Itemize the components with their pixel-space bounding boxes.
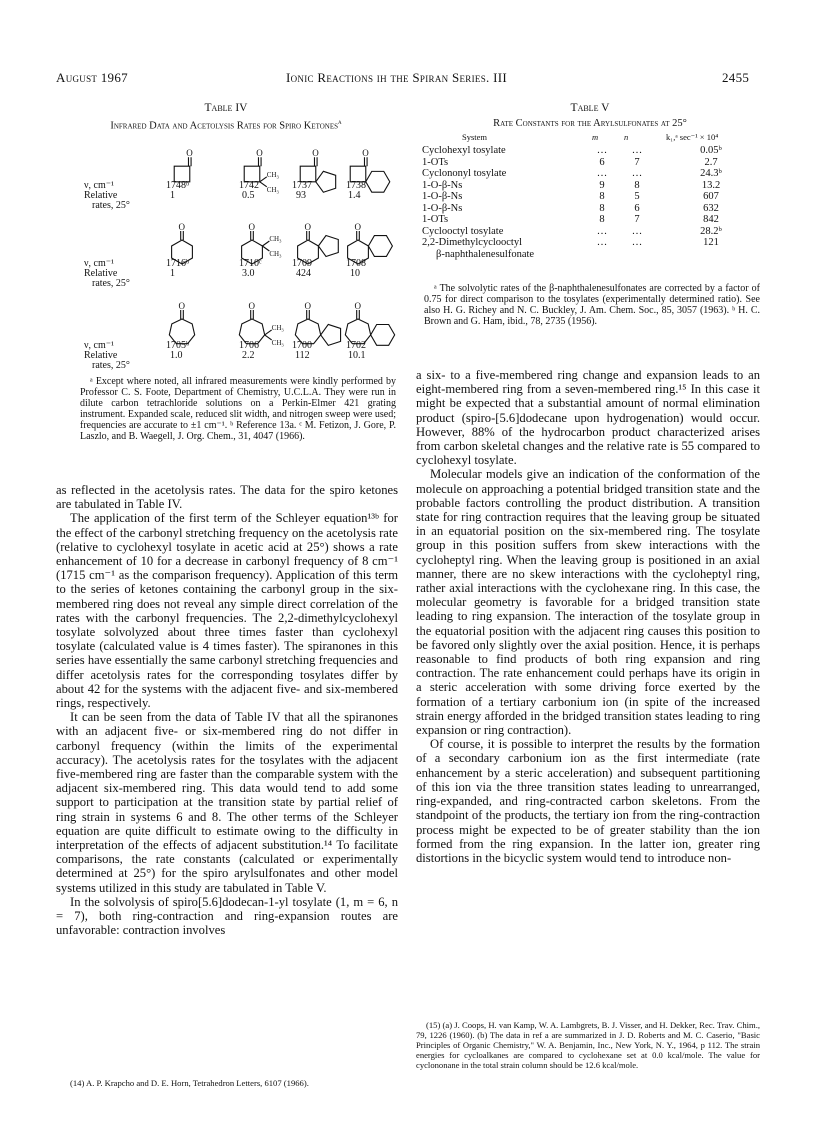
carbonyl-oxygen-label: O	[256, 148, 263, 159]
table5-cell: 24.3ᵇ	[700, 168, 722, 179]
table5-cell	[656, 249, 766, 261]
row-label-relative: Relative	[84, 190, 118, 201]
table5-row	[422, 145, 766, 157]
rel-value: 2.2	[242, 350, 255, 361]
table5-row	[422, 157, 766, 169]
col-header-n: n	[624, 132, 629, 142]
table5-cell: …	[631, 225, 643, 237]
row-label-rates: rates, 25°	[92, 200, 130, 211]
header-date: August 1967	[56, 70, 128, 85]
left-paragraph: as reflected in the acetolysis rates. The data for the spiro ketones are tabulated in Table IV.	[56, 483, 398, 512]
table5-row	[422, 191, 766, 203]
table5-cell: Cyclooctyl tosylate	[422, 225, 504, 237]
left-paragraph: In the solvolysis of spiro[5.6]dodecan-1-yl tosylate (1, m = 6, n = 7), both ring-contraction and ring-expansion routes are unfavorable: contraction involves	[56, 894, 398, 938]
table5-cell	[618, 249, 656, 261]
rel-value: 0.5	[242, 190, 255, 201]
table5-row	[422, 168, 766, 180]
rel-value: 424	[296, 268, 311, 279]
table5-cell: 121	[703, 237, 719, 248]
methyl-bond	[262, 241, 269, 246]
table5-cell: Cyclohexyl tosylate	[422, 145, 506, 156]
methyl-bond	[260, 182, 267, 187]
table5-cell: 2,2-Dimethylcyclooctyl	[422, 237, 523, 248]
nu-value: 1737	[292, 180, 312, 191]
spiro-adjacent-ring	[366, 171, 390, 192]
spiro-adjacent-ring	[371, 325, 395, 346]
table5-row	[422, 203, 766, 215]
left-paragraph: It can be seen from the data of Table IV that all the spiranones with an adjacent five- or six-membered ring do not differ in carbonyl frequency (within the limits of the experimental accuracy). The acetolysis rates for the tosylates with the adjacent five-membered ring are faster than the comparable system with the adjacent six-membered ring. This data would tend to add some support to participation at the transition state by partial relief of ring strain in systems 6 and 8. The other terms of the Schleyer equation are quite difficult to estimate owing to the difficulty in interpretation of the effects of adjacent substitution.¹⁴ To facilitate comparisons, the rate constants (calculated or experimentally determined at 25°) for the spiro arylsulfonates and other model systems utilized in this study are tabulated in Table V.	[56, 710, 398, 895]
table5-cell: …	[596, 237, 608, 248]
table5-cell: 8	[599, 202, 605, 214]
nu-value: 1716ᵇ	[166, 258, 190, 269]
row-label-nu: ν, cm⁻¹	[84, 258, 115, 269]
left-column	[56, 483, 398, 938]
table5-caption: Rate Constants for the Arylsulfonates at 25°	[493, 118, 687, 129]
table5-row	[422, 249, 766, 261]
rel-value: 112	[295, 350, 310, 361]
carbonyl-oxygen-label: O	[248, 301, 255, 311]
nu-value: 1709	[292, 258, 312, 269]
table5-row	[422, 226, 766, 238]
table5-cell: Cyclononyl tosylate	[422, 168, 507, 179]
table4-caption-text: Infrared Data and Acetolysis Rates for Spiro Ketones	[110, 120, 339, 132]
carbonyl-oxygen-label: O	[178, 301, 185, 311]
rel-value: 93	[296, 190, 306, 201]
table5-cell: 1-O-β-Ns	[422, 202, 463, 214]
spiro-adjacent-ring	[316, 171, 336, 192]
methyl-bond	[260, 177, 267, 182]
table5-cell: 0.05ᵇ	[700, 145, 722, 156]
footnote-14: (14) A. P. Krapcho and D. E. Horn, Tetrahedron Letters, 6107 (1966).	[70, 1078, 309, 1088]
table5-cell: 2.7	[704, 156, 718, 168]
methyl-label: CH₃	[271, 323, 284, 332]
table5-cell: 1-O-β-Ns	[422, 179, 463, 191]
table5-cell: 1-OTs	[422, 156, 449, 168]
spiro-adjacent-ring	[321, 324, 341, 345]
table5-cell: 9	[599, 179, 605, 191]
methyl-bond	[265, 330, 272, 335]
spiro-adjacent-ring	[368, 236, 392, 257]
table5-cell: 1-O-β-Ns	[422, 191, 463, 202]
table5-cell: …	[596, 168, 608, 179]
table5-body	[422, 145, 766, 260]
table5	[422, 145, 766, 260]
table5-cell: 8	[599, 214, 605, 225]
nu-value: 1702	[346, 340, 366, 351]
methyl-label: CH₃	[269, 235, 282, 243]
row-label-relative: Relative	[84, 350, 118, 361]
table5-cell: …	[631, 145, 643, 156]
col-header-m: m	[592, 132, 599, 142]
carbonyl-oxygen-label: O	[312, 148, 319, 159]
table4-caption-mark: a	[338, 118, 342, 126]
spiro-adjacent-ring	[318, 236, 338, 257]
rel-value: 10	[350, 268, 360, 279]
row-label-rates: rates, 25°	[92, 360, 130, 371]
table5-cell: 1-OTs	[422, 214, 449, 225]
nu-value: 1748ᵇ	[166, 180, 190, 191]
col-header-system: System	[462, 132, 488, 142]
table5-cell: 28.2ᵇ	[700, 225, 722, 237]
carbonyl-oxygen-label: O	[354, 301, 361, 311]
nu-value: 1700	[292, 340, 312, 351]
rel-value: 1	[170, 268, 175, 279]
table4-label: Table IV	[204, 102, 248, 114]
methyl-label: CH₃	[269, 250, 282, 258]
nu-value: 1742	[239, 180, 259, 191]
rel-value: 1	[170, 190, 175, 201]
table5-cell: 607	[703, 191, 719, 202]
table5-cell: …	[596, 225, 608, 237]
table5-cell: …	[631, 237, 643, 248]
carbonyl-oxygen-label: O	[304, 301, 311, 311]
table5-cell: 13.2	[701, 179, 721, 191]
left-paragraph: The application of the first term of the Schleyer equation¹³ᵇ for the effect of the carbonyl stretching frequency on the acetolysis rate (relative to cyclohexyl tosylate in acetic acid at 25°) shows a rate enhancement of 10 for a decrease in carbonyl frequency of 8 cm⁻¹ (1715 cm⁻¹ as the comparison frequency). Application of this term to the series of ketones containing the carbonyl group in the six-membered ring does not reveal any simple direct correlation of the rates with the carbonyl frequencies. The 2,2-dimethylcyclohexyl tosylate solvolyzed about three times faster than cyclohexyl tosylate (calculated value is 4 times faster). The spiranones in this series have essentially the same carbonyl stretching frequencies and differ acetolysis rates for the corresponding tosylates differ by about 42 for the systems with the adjacent five- and six-membered rings, respectively.	[56, 511, 398, 711]
table5-cell: 7	[634, 156, 640, 168]
nu-value: 1705ᵇ	[166, 340, 190, 351]
carbonyl-oxygen-label: O	[248, 222, 255, 232]
table5-row	[422, 214, 766, 226]
right-paragraph: Molecular models give an indication of the conformation of the molecule on approaching a potential bridged transition state and the probable factors controlling the product distribution. A transition state for ring contraction requires that the leaving group be situated in an equatorial position on the six-membered ring. The tosylate group in this position suffers from skew interactions with the cycloheptyl ring. When the leaving group is positioned in an axial manner, there are no skew interactions with the cycloheptyl ring, rather axial interactions with the cyclohexane ring. In this case, the molecular geometry is favorable for a bridged transition state leading to ring expansion. The interaction of the tosylate group in the equatorial position with the adjacent ring causes this position to be favored only slightly over the axial position. Hence, it is perhaps reasonable to find products of both ring expansion and ring contraction. The rate enhancement could perhaps have its origin in a steric acceleration with some driving force exerted by the formation of a tertiary carbonium ion (in spite of the increased strain energy afforded in the bridged transition states leading to ring expansion or ring contraction).	[416, 467, 760, 738]
footnote-15: (15) (a) J. Coops, H. van Kamp, W. A. Lambgrets, B. J. Visser, and H. Dekker, Rec. Trav. Chim., 79, 1226 (1960). (b) The data in ref a are summarized in J. D. Roberts and M. C. Caserio, "Basic Principles of Organic Chemistry," W. A. Benjamin, Inc., New York, N. Y., 1964, p 112. The strain energies for cycloalkanes are compared to cyclohexane set at 0.0 kcal/mole. The value for cyclononane in the total strain column should be 12.6 kcal/mole.	[416, 1020, 760, 1070]
row-label-relative: Relative	[84, 268, 118, 279]
carbonyl-oxygen-label: O	[304, 222, 311, 232]
table4-footnote: ᵃ Except where noted, all infrared measurements were kindly performed by Professor C. S. Foote, Department of Chemistry, U.C.L.A. They were run in dilute carbon tetrachloride solutions on a Perkin-Elmer 421 grating instrument. Expanded scale, reduced slit width, and nitrogen sweep were used; frequencies are accurate to ±1 cm⁻¹. ᵇ Reference 13a. ᶜ M. Fetizon, J. Gore, P. Laszlo, and B. Waegell, J. Org. Chem., 31, 4047 (1966).	[80, 376, 396, 442]
table5-cell: 6	[599, 156, 605, 168]
table5-cell: …	[631, 168, 643, 179]
methyl-label: CH₃	[266, 185, 279, 194]
row-label-nu: ν, cm⁻¹	[84, 340, 115, 351]
page-number: 2455	[722, 70, 750, 85]
nu-value: 1710ᶜ	[239, 258, 262, 269]
nu-value: 1708	[346, 258, 366, 269]
rel-value: 1.0	[170, 350, 183, 361]
methyl-label: CH₃	[271, 338, 284, 347]
table5-cell: 842	[703, 214, 719, 225]
row-label-nu: ν, cm⁻¹	[84, 180, 115, 191]
right-paragraph: a six- to a five-membered ring change and expansion leads to an eight-membered ring from a seven-membered ring.¹⁵ In this case it might be expected that a substantial amount of normal elimination product (spiro-[5.6]dodecane upon hydrogenation) would occur. However, 88% of the hydrocarbon product characterized arises from carbon skeletal changes and the relative rate is 55 compared to cyclohexyl tosylate.	[416, 368, 760, 468]
table5-header	[420, 132, 760, 144]
methyl-label: CH₃	[266, 170, 279, 179]
col-header-k: k₁,ᵃ sec⁻¹ × 10⁴	[666, 132, 719, 142]
carbonyl-oxygen-label: O	[178, 222, 185, 232]
rel-value: 10.1	[348, 350, 366, 361]
nu-value: 1738	[346, 180, 366, 191]
table5-cell: 632	[703, 202, 719, 214]
nu-value: 1706	[239, 340, 259, 351]
right-paragraph: Of course, it is possible to interpret the results by the formation of a secondary carbonium ion as the first intermediate (rate enhancement by a steric acceleration) and subsequent partitioning of this ion via the three transition states leading to unrearranged, ring-expanded, and ring-contracted carbon skeletons. From the standpoint of the products, the tertiary ion from the ring-contraction process might be expected to be of greater stability than the ion formed from the ring expansion. In the latter ion, greater ring distortions in the bicyclic system would tend to introduce non-	[416, 737, 760, 865]
table5-cell: 6	[634, 202, 640, 214]
table5-cell: β-naphthalenesulfonate	[436, 248, 535, 260]
table5-label: Table V	[570, 102, 610, 114]
ketone-molecules	[169, 148, 394, 347]
methyl-bond	[265, 335, 272, 340]
table5-row	[422, 180, 766, 192]
rel-value: 1.4	[348, 190, 361, 201]
right-column	[416, 368, 760, 865]
carbonyl-oxygen-label: O	[186, 148, 193, 159]
table5-cell: …	[596, 145, 608, 156]
table5-row	[422, 237, 766, 249]
table5-footnote: ᵃ The solvolytic rates of the β-naphthalenesulfonates are corrected by a factor of 0.75 for direct comparison to the tosylates (experimentally determined ratio). See also H. G. Richey and N. C. Buckley, J. Am. Chem. Soc., 85, 3057 (1963). ᵇ H. C. Brown and G. Ham, ibid., 78, 2735 (1956).	[424, 283, 760, 327]
carbonyl-oxygen-label: O	[362, 148, 369, 159]
running-title: Ionic Reactions ih the Spiran Series. III	[286, 70, 507, 85]
table5-cell: 8	[634, 179, 640, 191]
carbonyl-oxygen-label: O	[354, 222, 361, 232]
rel-value: 3.0	[242, 268, 255, 279]
table5-cell: 5	[634, 191, 640, 202]
table5-cell: 8	[599, 191, 605, 202]
methyl-bond	[262, 246, 269, 251]
table5-cell: 7	[634, 214, 640, 225]
row-label-rates: rates, 25°	[92, 278, 130, 289]
table5-cell	[586, 249, 618, 261]
